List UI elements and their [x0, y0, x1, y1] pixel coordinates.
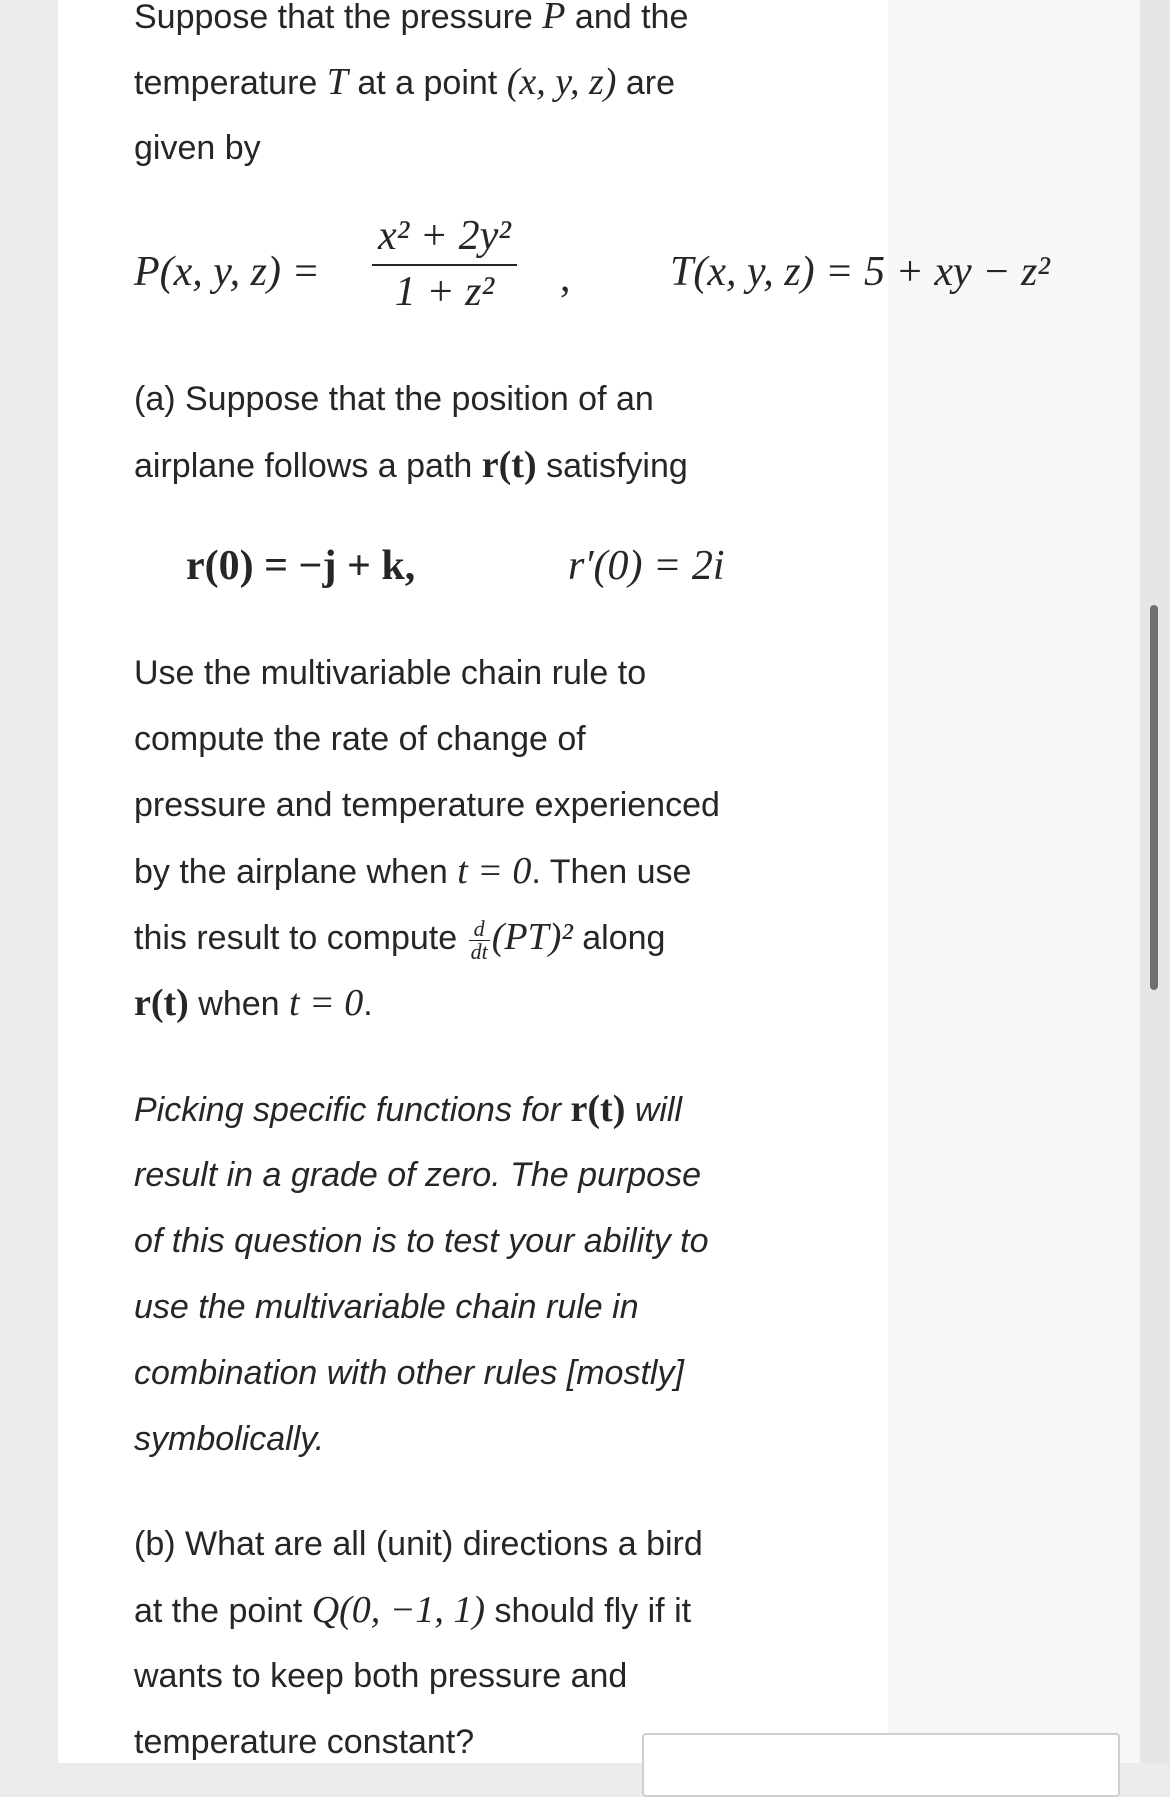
part-b-line-4: temperature constant?: [134, 1723, 475, 1761]
warning-line-1: Picking specific functions for r(t) will: [134, 1088, 683, 1130]
part-b-line-3: wants to keep both pressure and: [134, 1657, 628, 1695]
pressure-numerator: x² + 2y²: [378, 213, 511, 259]
derivative-fraction: $\frac{d}{dt}$: [470, 915, 488, 964]
pressure-fraction: [372, 212, 517, 316]
warning-line-2: result in a grade of zero. The purpose: [134, 1156, 701, 1194]
warning-line-3: of this question is to test your ability to: [134, 1222, 709, 1260]
part-a-body-5: this result to compute $\frac{d}{dt}$ (PT)² along: [134, 915, 666, 964]
warning-line-4: use the multivariable chain rule in: [134, 1288, 639, 1326]
part-a-body-1: Use the multivariable chain rule to: [134, 654, 647, 692]
part-a-body-2: compute the rate of change of: [134, 720, 586, 758]
pressure-lhs: P(x, y, z) =: [134, 249, 320, 295]
condition-r0: r(0) = −j + k,: [186, 543, 416, 589]
part-a-line-2: airplane follows a path r(t) satisfying: [134, 444, 688, 486]
part-a-line-1: (a) Suppose that the position of an: [134, 380, 654, 418]
condition-r-prime-0: r′(0) = 2i: [568, 543, 725, 589]
warning-line-6: symbolically.: [134, 1420, 325, 1458]
part-b-line-1: (b) What are all (unit) directions a bird: [134, 1525, 703, 1563]
answer-input[interactable]: [642, 1733, 1120, 1797]
intro-line-1: Suppose that the pressure P and the: [134, 0, 689, 37]
intro-line-3: given by: [134, 129, 261, 167]
temperature-equation: T(x, y, z) = 5 + xy − z²: [670, 249, 1050, 295]
part-b-line-2: at the point Q(0, −1, 1) should fly if it: [134, 1589, 692, 1631]
pressure-comma: ,: [560, 255, 571, 301]
intro-line-2: temperature T at a point (x, y, z) are: [134, 61, 676, 103]
part-a-body-6: r(t) when t = 0.: [134, 982, 373, 1024]
part-a-body-4: by the airplane when t = 0. Then use: [134, 850, 692, 892]
warning-line-5: combination with other rules [mostly]: [134, 1354, 684, 1392]
part-a-body-3: pressure and temperature experienced: [134, 786, 720, 824]
scrollbar-thumb[interactable]: [1150, 605, 1158, 990]
pressure-denominator: 1 + z²: [394, 269, 495, 315]
